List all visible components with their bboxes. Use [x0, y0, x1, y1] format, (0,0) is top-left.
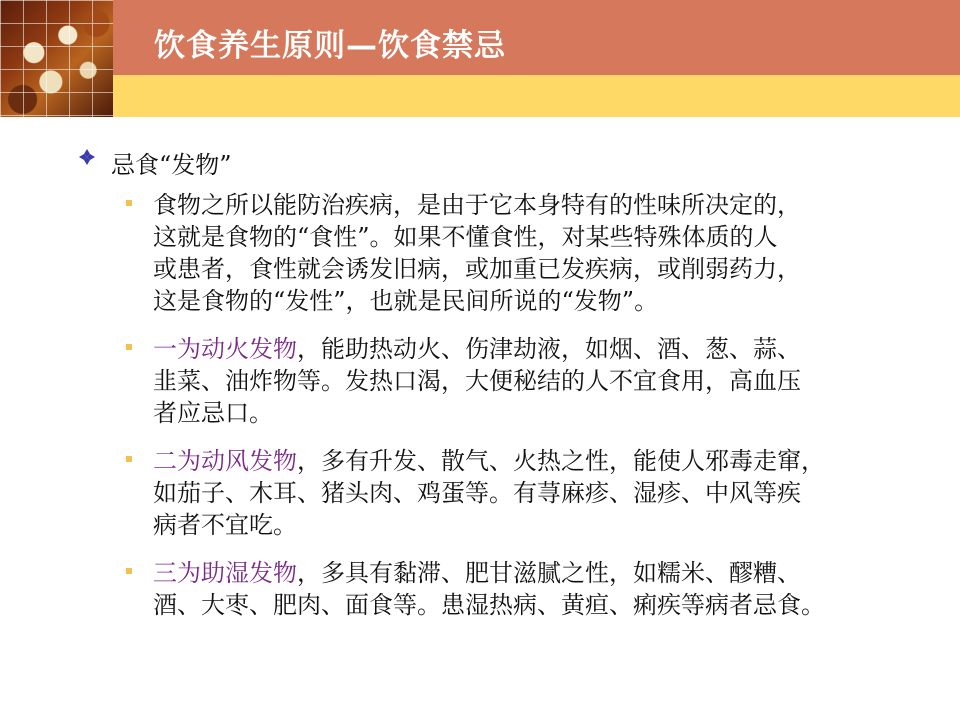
item-line: 病者不宜吃。 — [153, 511, 297, 539]
item-highlight: 一为动火发物 — [153, 335, 297, 363]
item-highlight: 二为动风发物 — [153, 447, 297, 475]
food-photo — [0, 0, 113, 117]
item-line: 食物之所以能防治疾病，是由于它本身特有的性味所决定的， — [153, 191, 801, 219]
accent-band — [113, 75, 960, 117]
square-bullet-icon — [126, 568, 132, 574]
item-line: ，多具有黏滞、肥甘滋腻之性，如糯米、醪糟、 — [297, 559, 801, 587]
diamond-bullet-icon — [78, 148, 96, 166]
item-line: 者应忌口。 — [153, 399, 273, 427]
item-line: 这是食物的“发性”，也就是民间所说的“发物”。 — [153, 287, 659, 315]
item-line: 或患者，食性就会诱发旧病，或加重已发疾病，或削弱药力， — [153, 255, 801, 283]
item-line: 酒、大枣、肥肉、面食等。患湿热病、黄疸、痢疾等病者忌食。 — [153, 591, 825, 619]
item-line: 如茄子、木耳、猪头肉、鸡蛋等。有荨麻疹、湿疹、中风等疾 — [153, 479, 801, 507]
section-heading-text: 忌食“发物” — [111, 151, 232, 179]
item-line: 韭菜、油炸物等。发热口渴，大便秘结的人不宜食用，高血压 — [153, 367, 801, 395]
item-line: ，多有升发、散气、火热之性，能使人邪毒走窜， — [297, 447, 825, 475]
item-highlight: 三为助湿发物 — [153, 559, 297, 587]
item-line: ，能助热动火、伤津劫液，如烟、酒、葱、蒜、 — [297, 335, 801, 363]
item-line: 这就是食物的“食性”。如果不懂食性，对某些特殊体质的人 — [153, 223, 778, 251]
square-bullet-icon — [126, 200, 132, 206]
square-bullet-icon — [126, 344, 132, 350]
slide-title: 饮食养生原则—饮食禁忌 — [154, 28, 506, 64]
square-bullet-icon — [126, 456, 132, 462]
